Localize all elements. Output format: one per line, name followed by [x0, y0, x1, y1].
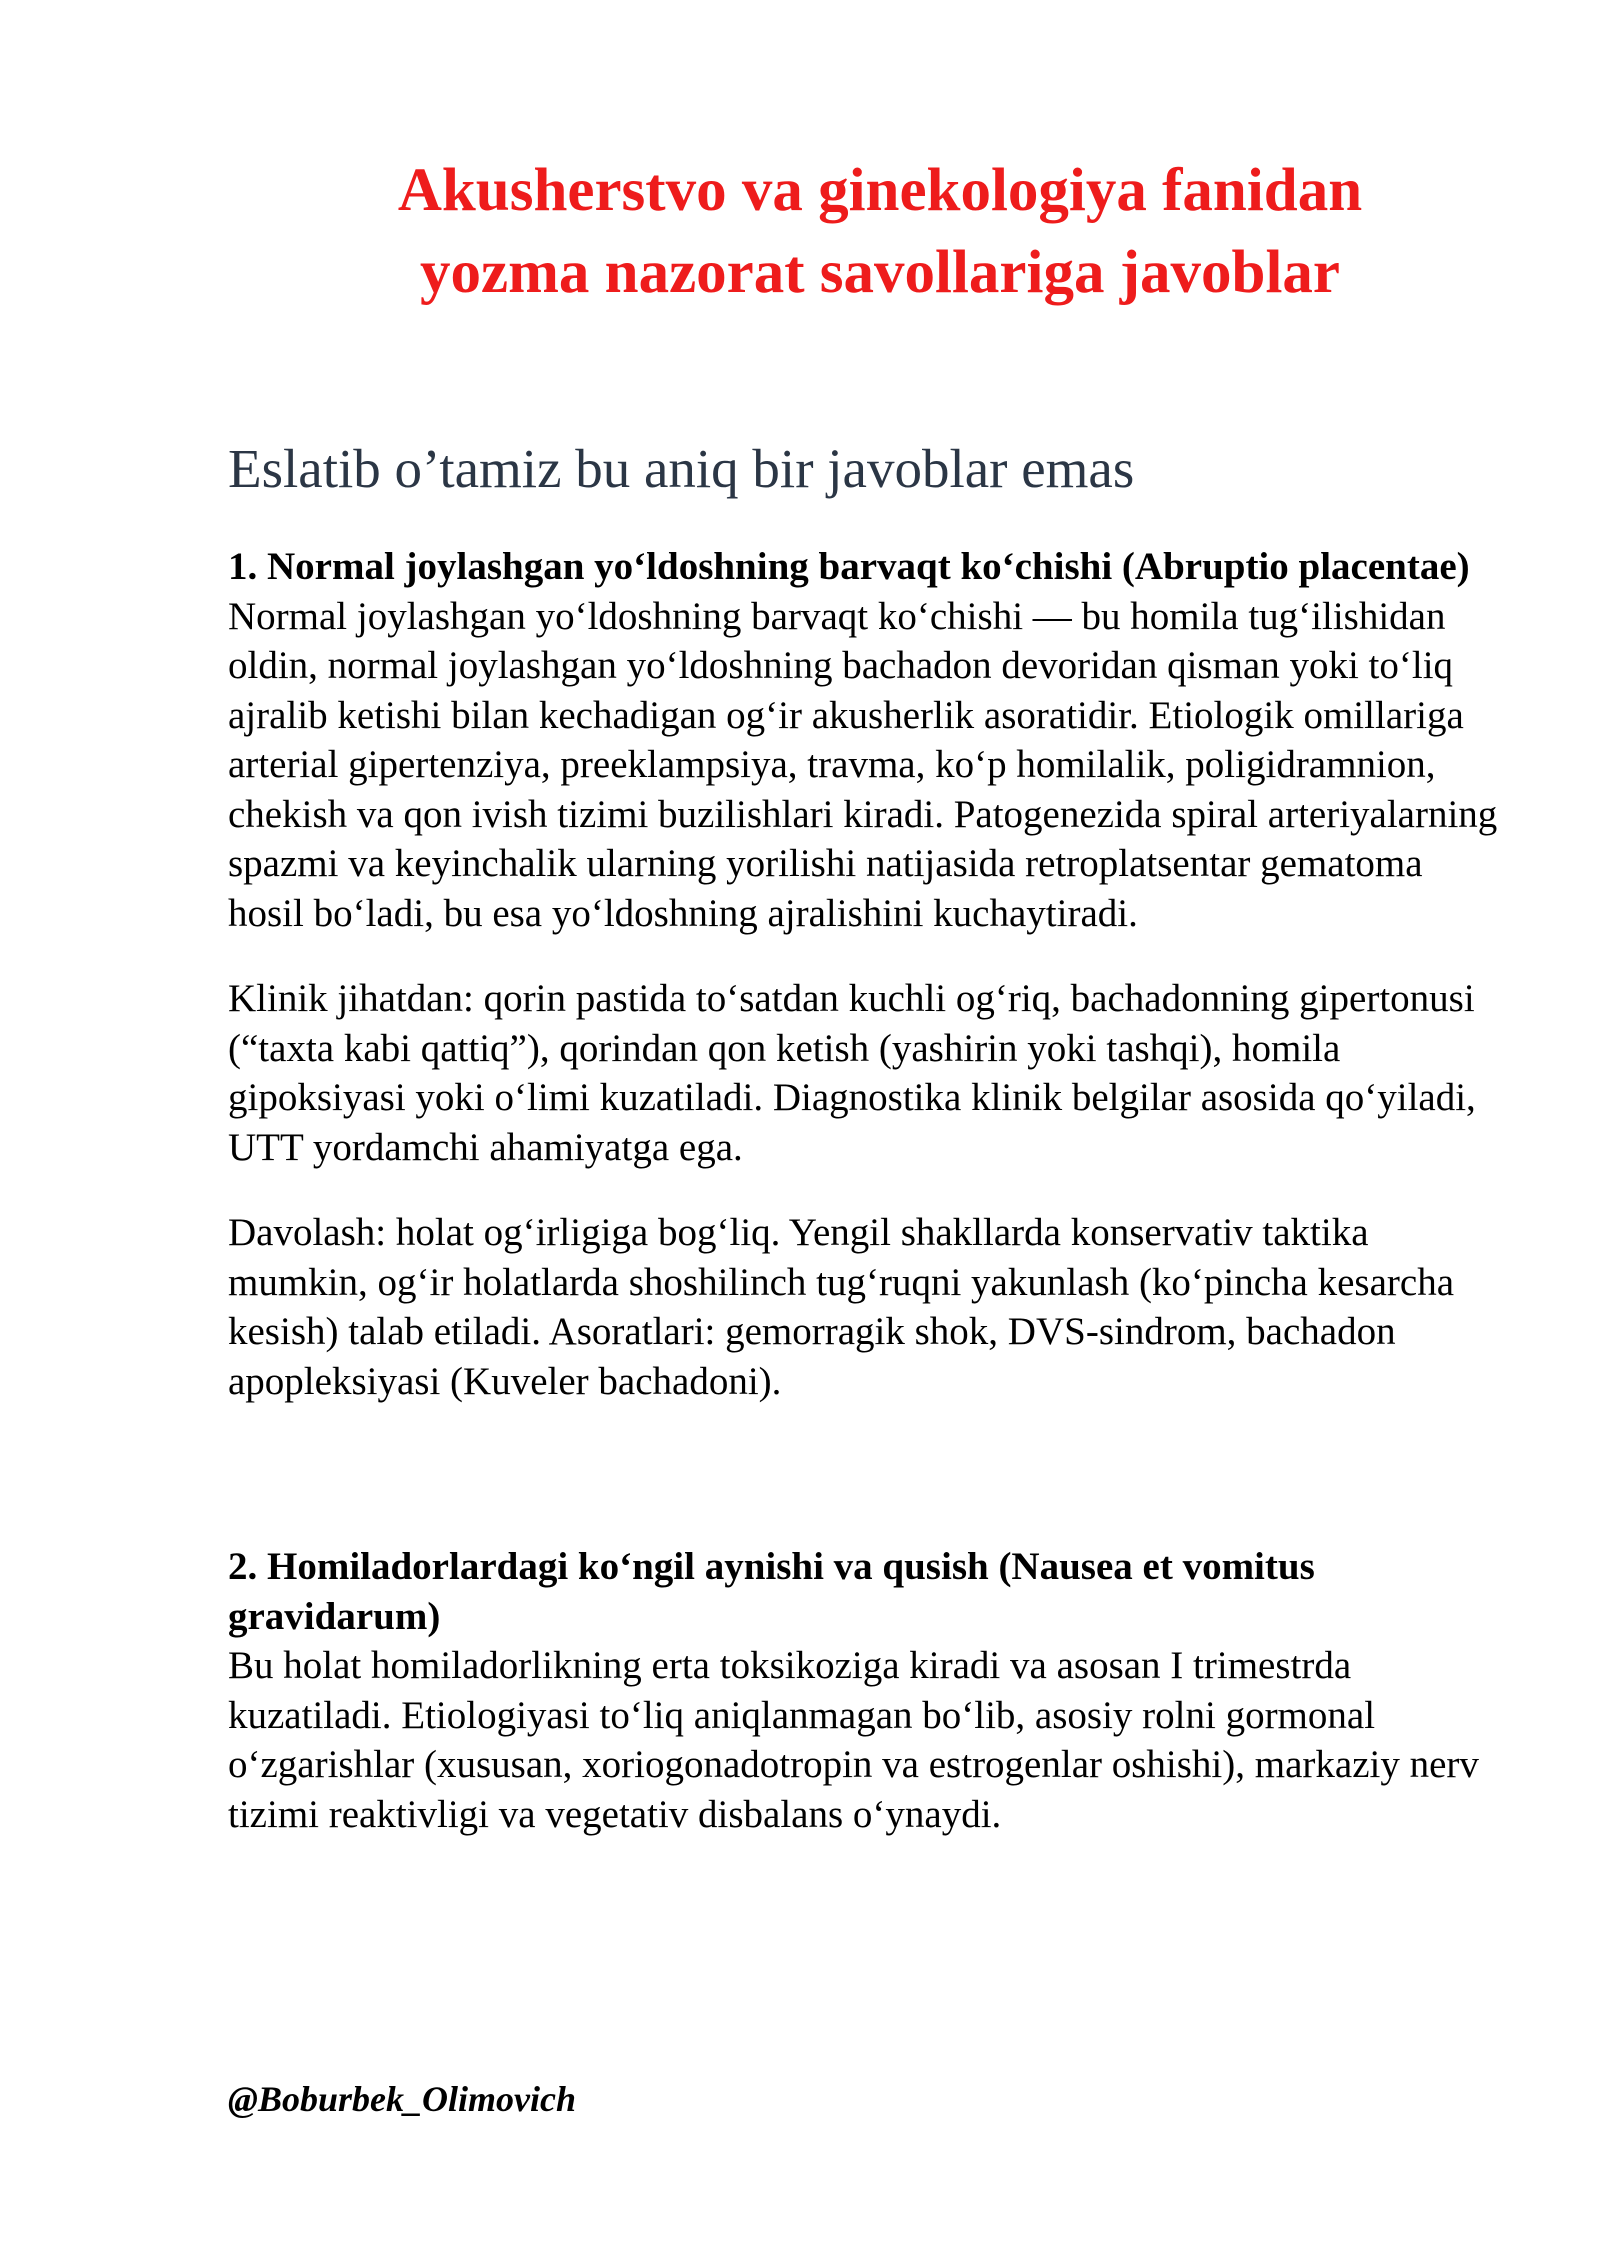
- title-line-2: yozma nazorat savollariga javoblar: [420, 239, 1340, 306]
- section-1-paragraph-1: Normal joylashgan yo‘ldoshning barvaqt ko‘chishi — bu homila tug‘ilishidan oldin, normal joylashgan yo‘ldoshning bachadon devoridan qisman yoki to‘liq ajralib ketishi bilan kechadigan og‘ir akusherlik asoratidir. Etiologik omillariga arterial gipertenziya, preeklampsiya, travma, ko‘p homilalik, poligidramnion, chekish va qon ivish tizimi buzilishlari kiradi. Patogenezida spiral arteriyalarning spazmi va keyinchalik ularning yorilishi natijasida retroplatsentar gematoma hosil bo‘ladi, bu esa yo‘ldoshning ajralishini kuchaytiradi.: [228, 594, 1498, 935]
- title-line-1: Akusherstvo va ginekologiya fanidan: [397, 157, 1363, 224]
- author-handle: @Boburbek_Olimovich: [228, 2079, 576, 2119]
- document-body: [228, 542, 1498, 1839]
- document-title: [230, 150, 1530, 314]
- section-1: [228, 542, 1498, 1406]
- document-subtitle: Eslatib o’tamiz bu aniq bir javoblar emas: [228, 438, 1135, 499]
- section-2-paragraph-1: Bu holat homiladorlikning erta toksikoziga kiradi va asosan I trimestrda kuzatiladi. Etiologiyasi to‘liq aniqlanmagan bo‘lib, asosiy rolni gormonal o‘zgarishlar (xususan, xoriogonadotropin va estrogenlar oshishi), markaziy nerv tizimi reaktivligi va vegetativ disbalans o‘ynaydi.: [228, 1644, 1479, 1836]
- section-1-paragraph-2: Klinik jihatdan: qorin pastida to‘satdan kuchli og‘riq, bachadonning gipertonusi (“taxta kabi qattiq”), qorindan qon ketish (yashirin yoki tashqi), homila gipoksiyasi yoki o‘limi kuzatiladi. Diagnostika klinik belgilar asosida qo‘yiladi, UTT yordamchi ahamiyatga ega.: [228, 977, 1476, 1169]
- section-1-paragraph-3: Davolash: holat og‘irligiga bog‘liq. Yengil shakllarda konservativ taktika mumkin, og‘ir holatlarda shoshilinch tug‘ruqni yakunlash (ko‘pincha kesarcha kesish) talab etiladi. Asoratlari: gemorragik shok, DVS-sindrom, bachadon apopleksiyasi (Kuveler bachadoni).: [228, 1211, 1455, 1403]
- section-1-heading: 1. Normal joylashgan yo‘ldoshning barvaqt ko‘chishi (Abruptio placentae): [228, 545, 1470, 588]
- section-2: [228, 1542, 1498, 1839]
- section-2-heading: 2. Homiladorlardagi ko‘ngil aynishi va qusish (Nausea et vomitus gravidarum): [228, 1545, 1315, 1638]
